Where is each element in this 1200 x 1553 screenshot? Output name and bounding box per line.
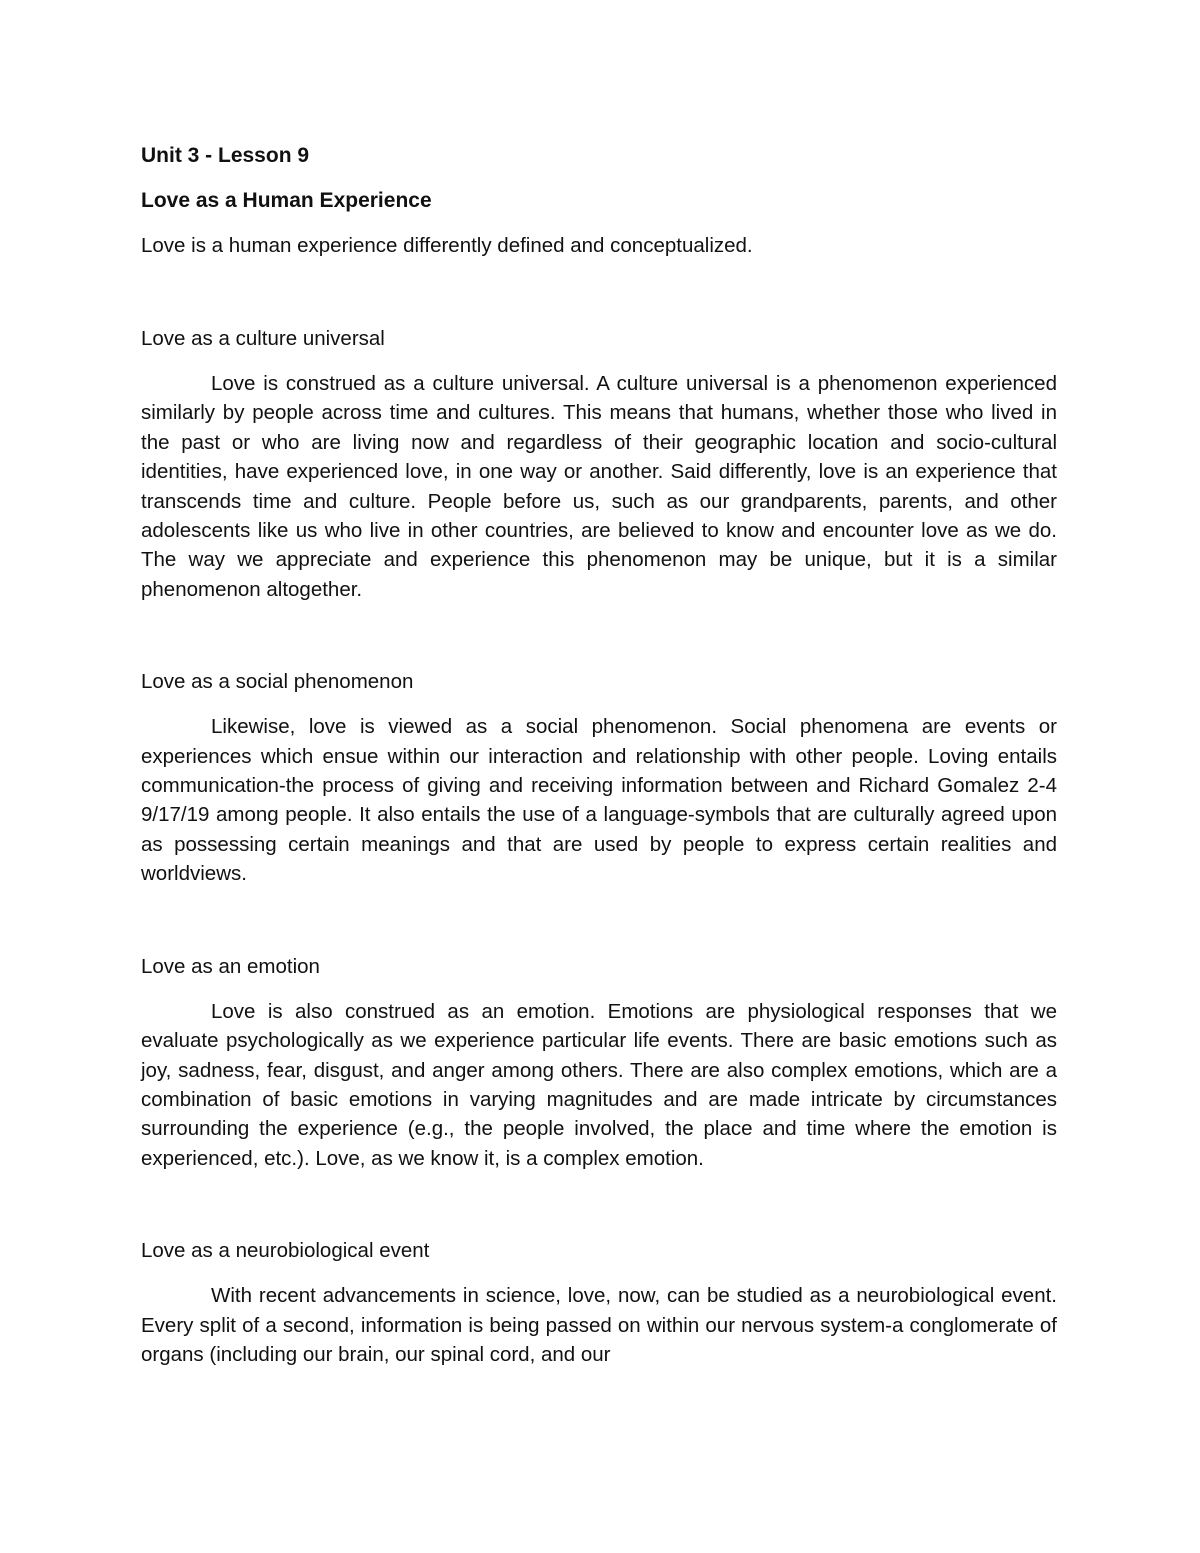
- section-neurobiological-event: [141, 1236, 1057, 1369]
- page-content: [141, 141, 1057, 1369]
- section-body: Love is construed as a culture universal. A culture universal is a phenomenon experienced similarly by people across time and cultures. This means that humans, whether those who lived in the past or who are living now and regardless of their geographic location and socio-cultural identities, have experienced love, in one way or another. Said differently, love is an experience that transcends time and culture. People before us, such as our grandparents, parents, and other adolescents like us who live in other countries, are believed to know and encounter love as we do. The way we appreciate and experience this phenomenon may be unique, but it is a similar phenomenon altogether.: [141, 372, 1057, 601]
- intro-paragraph: Love is a human experience differently defined and conceptualized.: [141, 234, 753, 257]
- section-social-phenomenon: [141, 667, 1057, 888]
- section-body: Love is also construed as an emotion. Emotions are physiological responses that we evaluate psychologically as we experience particular life events. There are basic emotions such as joy, sadness, fear, disgust, and anger among others. There are also complex emotions, which are a combination of basic emotions in varying magnitudes and are made intricate by circumstances surrounding the experience (e.g., the people involved, the place and time where the emotion is experienced, etc.). Love, as we know it, is a complex emotion.: [141, 999, 1057, 1170]
- section-culture-universal: [141, 324, 1057, 604]
- section-heading: Love as a neurobiological event: [141, 1239, 430, 1263]
- section-heading: Love as an emotion: [141, 954, 320, 978]
- section-emotion: [141, 952, 1057, 1173]
- section-heading: Love as a social phenomenon: [141, 670, 414, 694]
- lesson-title: Love as a Human Experience: [141, 189, 432, 212]
- section-heading: Love as a culture universal: [141, 327, 385, 350]
- section-body: With recent advancements in science, love, now, can be studied as a neurobiological event. Every split of a second, information is being passed on within our nervous system-a conglomerate of organs (including our brain, our spinal cord, and our: [141, 1284, 1057, 1366]
- section-body: Likewise, love is viewed as a social phenomenon. Social phenomena are events or experiences which ensue within our interaction and relationship with other people. Loving entails communication-the process of giving and receiving information between and Richard Gomalez 2-4 9/17/19 among people. It also entails the use of a language-symbols that are culturally agreed upon as possessing certain meanings and that are used by people to express certain realities and worldviews.: [141, 715, 1057, 886]
- unit-title: Unit 3 - Lesson 9: [141, 144, 310, 167]
